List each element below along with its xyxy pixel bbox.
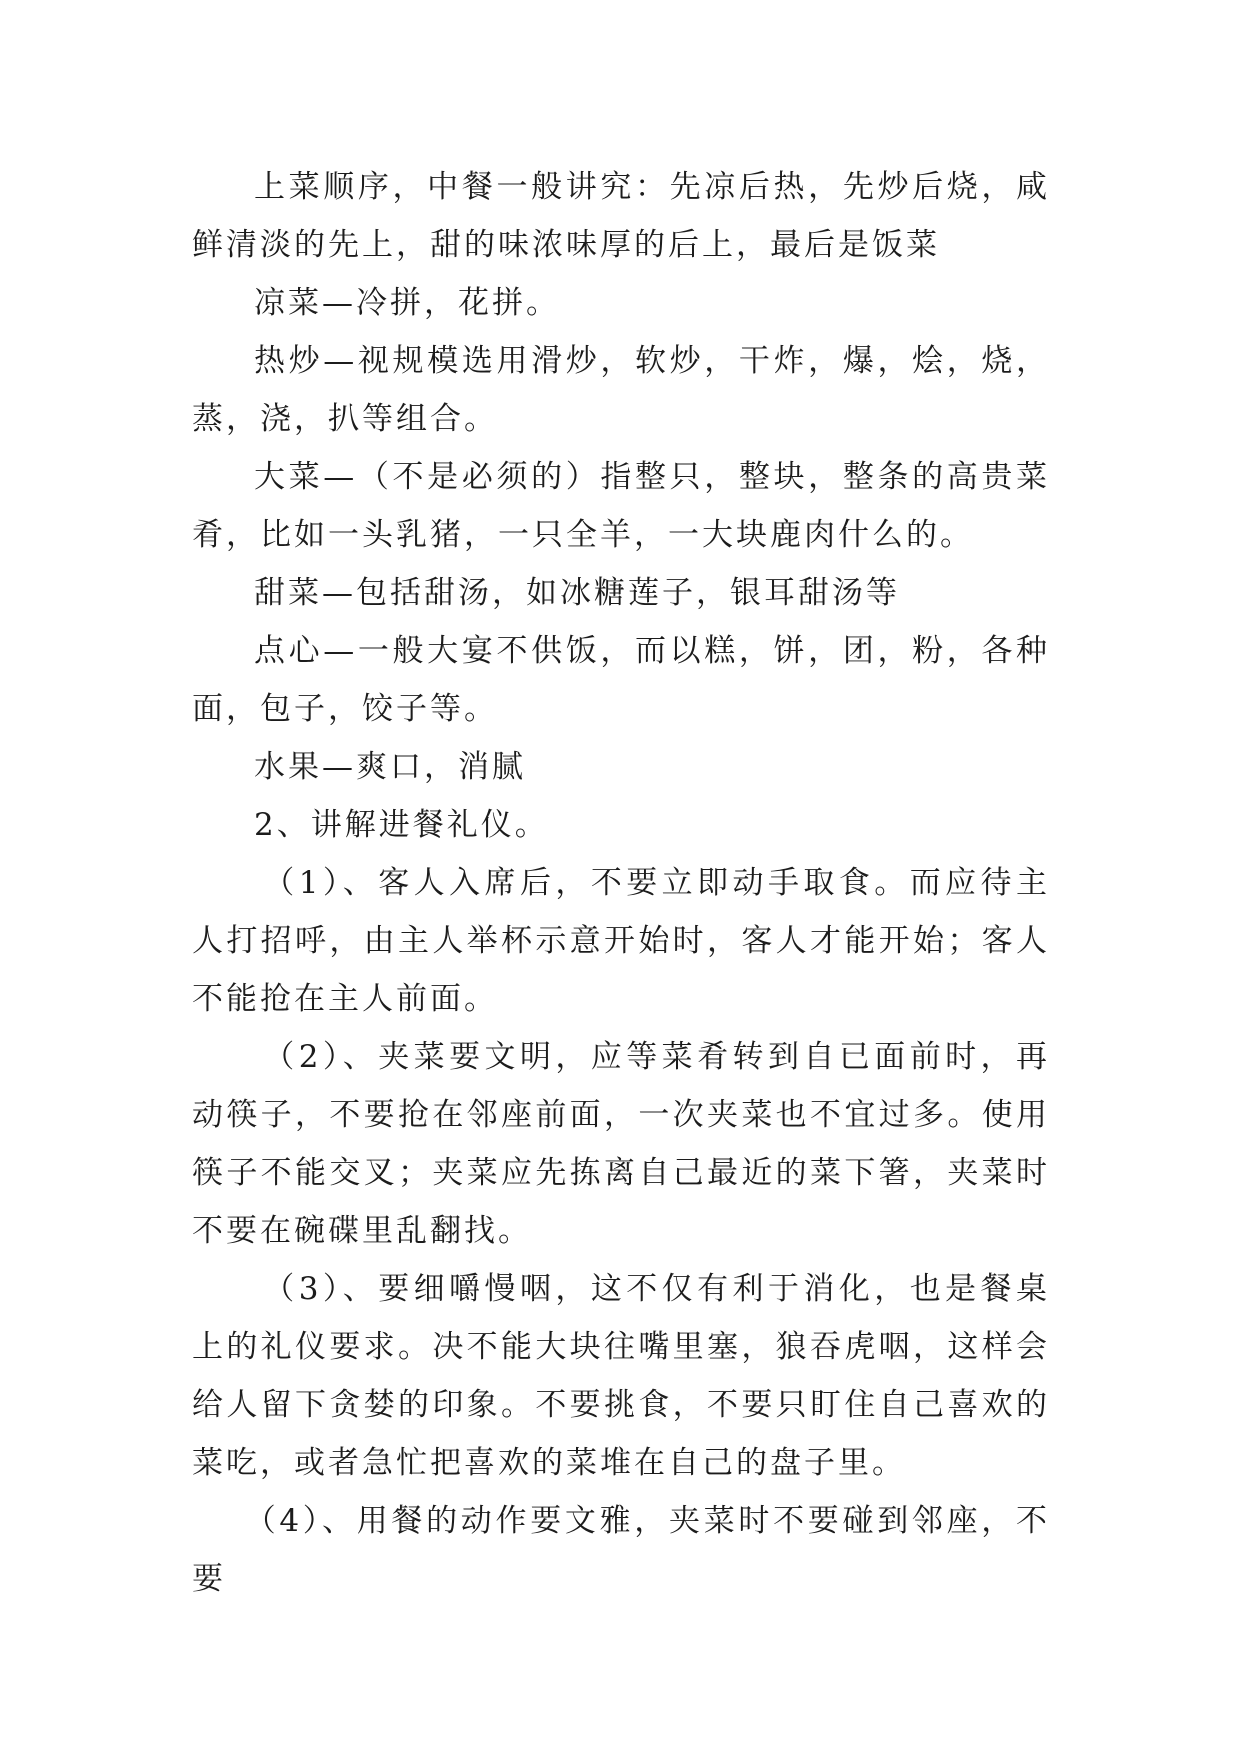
paragraph-etiquette-3: （3）、要细嚼慢咽，这不仅有利于消化，也是餐桌上的礼仪要求。决不能大块往嘴里塞，狼吞虎咽，这样会给人留下贪婪的印象。不要挑食，不要只盯住自己喜欢的菜吃，或者急忙把喜欢的菜堆在自己的盘子里。 bbox=[192, 1271, 1050, 1481]
paragraph-fruit: 水果—爽口，消腻 bbox=[254, 749, 526, 785]
paragraph-hot-stir-fry: 热炒—视规模选用滑炒，软炒，干炸，爆，烩，烧，蒸，浇，扒等组合。 bbox=[192, 343, 1050, 437]
paragraph-snacks: 点心—一般大宴不供饭，而以糕，饼，团，粉，各种面，包子，饺子等。 bbox=[192, 633, 1050, 727]
paragraph-main-dishes: 大菜—（不是必须的）指整只，整块，整条的高贵菜肴，比如一头乳猪，一只全羊，一大块鹿肉什么的。 bbox=[192, 459, 1050, 553]
paragraph-etiquette-heading: 2、讲解进餐礼仪。 bbox=[254, 807, 549, 843]
paragraph-serving-order: 上菜顺序，中餐一般讲究：先凉后热，先炒后烧，咸鲜清淡的先上，甜的味浓味厚的后上，最后是饭菜 bbox=[192, 169, 1050, 263]
paragraph-cold-dishes: 凉菜—冷拼，花拼。 bbox=[254, 285, 560, 321]
document-body bbox=[192, 158, 1050, 1608]
paragraph-etiquette-2: （2）、夹菜要文明，应等菜肴转到自已面前时，再动筷子，不要抢在邻座前面，一次夹菜也不宜过多。使用筷子不能交叉；夹菜应先拣离自己最近的菜下箸，夹菜时不要在碗碟里乱翻找。 bbox=[192, 1039, 1050, 1249]
paragraph-etiquette-1: （1）、客人入席后，不要立即动手取食。而应待主人打招呼，由主人举杯示意开始时，客人才能开始；客人不能抢在主人前面。 bbox=[192, 865, 1050, 1017]
paragraph-sweet-dishes: 甜菜—包括甜汤，如冰糖莲子，银耳甜汤等 bbox=[254, 575, 900, 611]
paragraph-etiquette-4: （4）、用餐的动作要文雅，夹菜时不要碰到邻座，不要 bbox=[192, 1503, 1050, 1597]
